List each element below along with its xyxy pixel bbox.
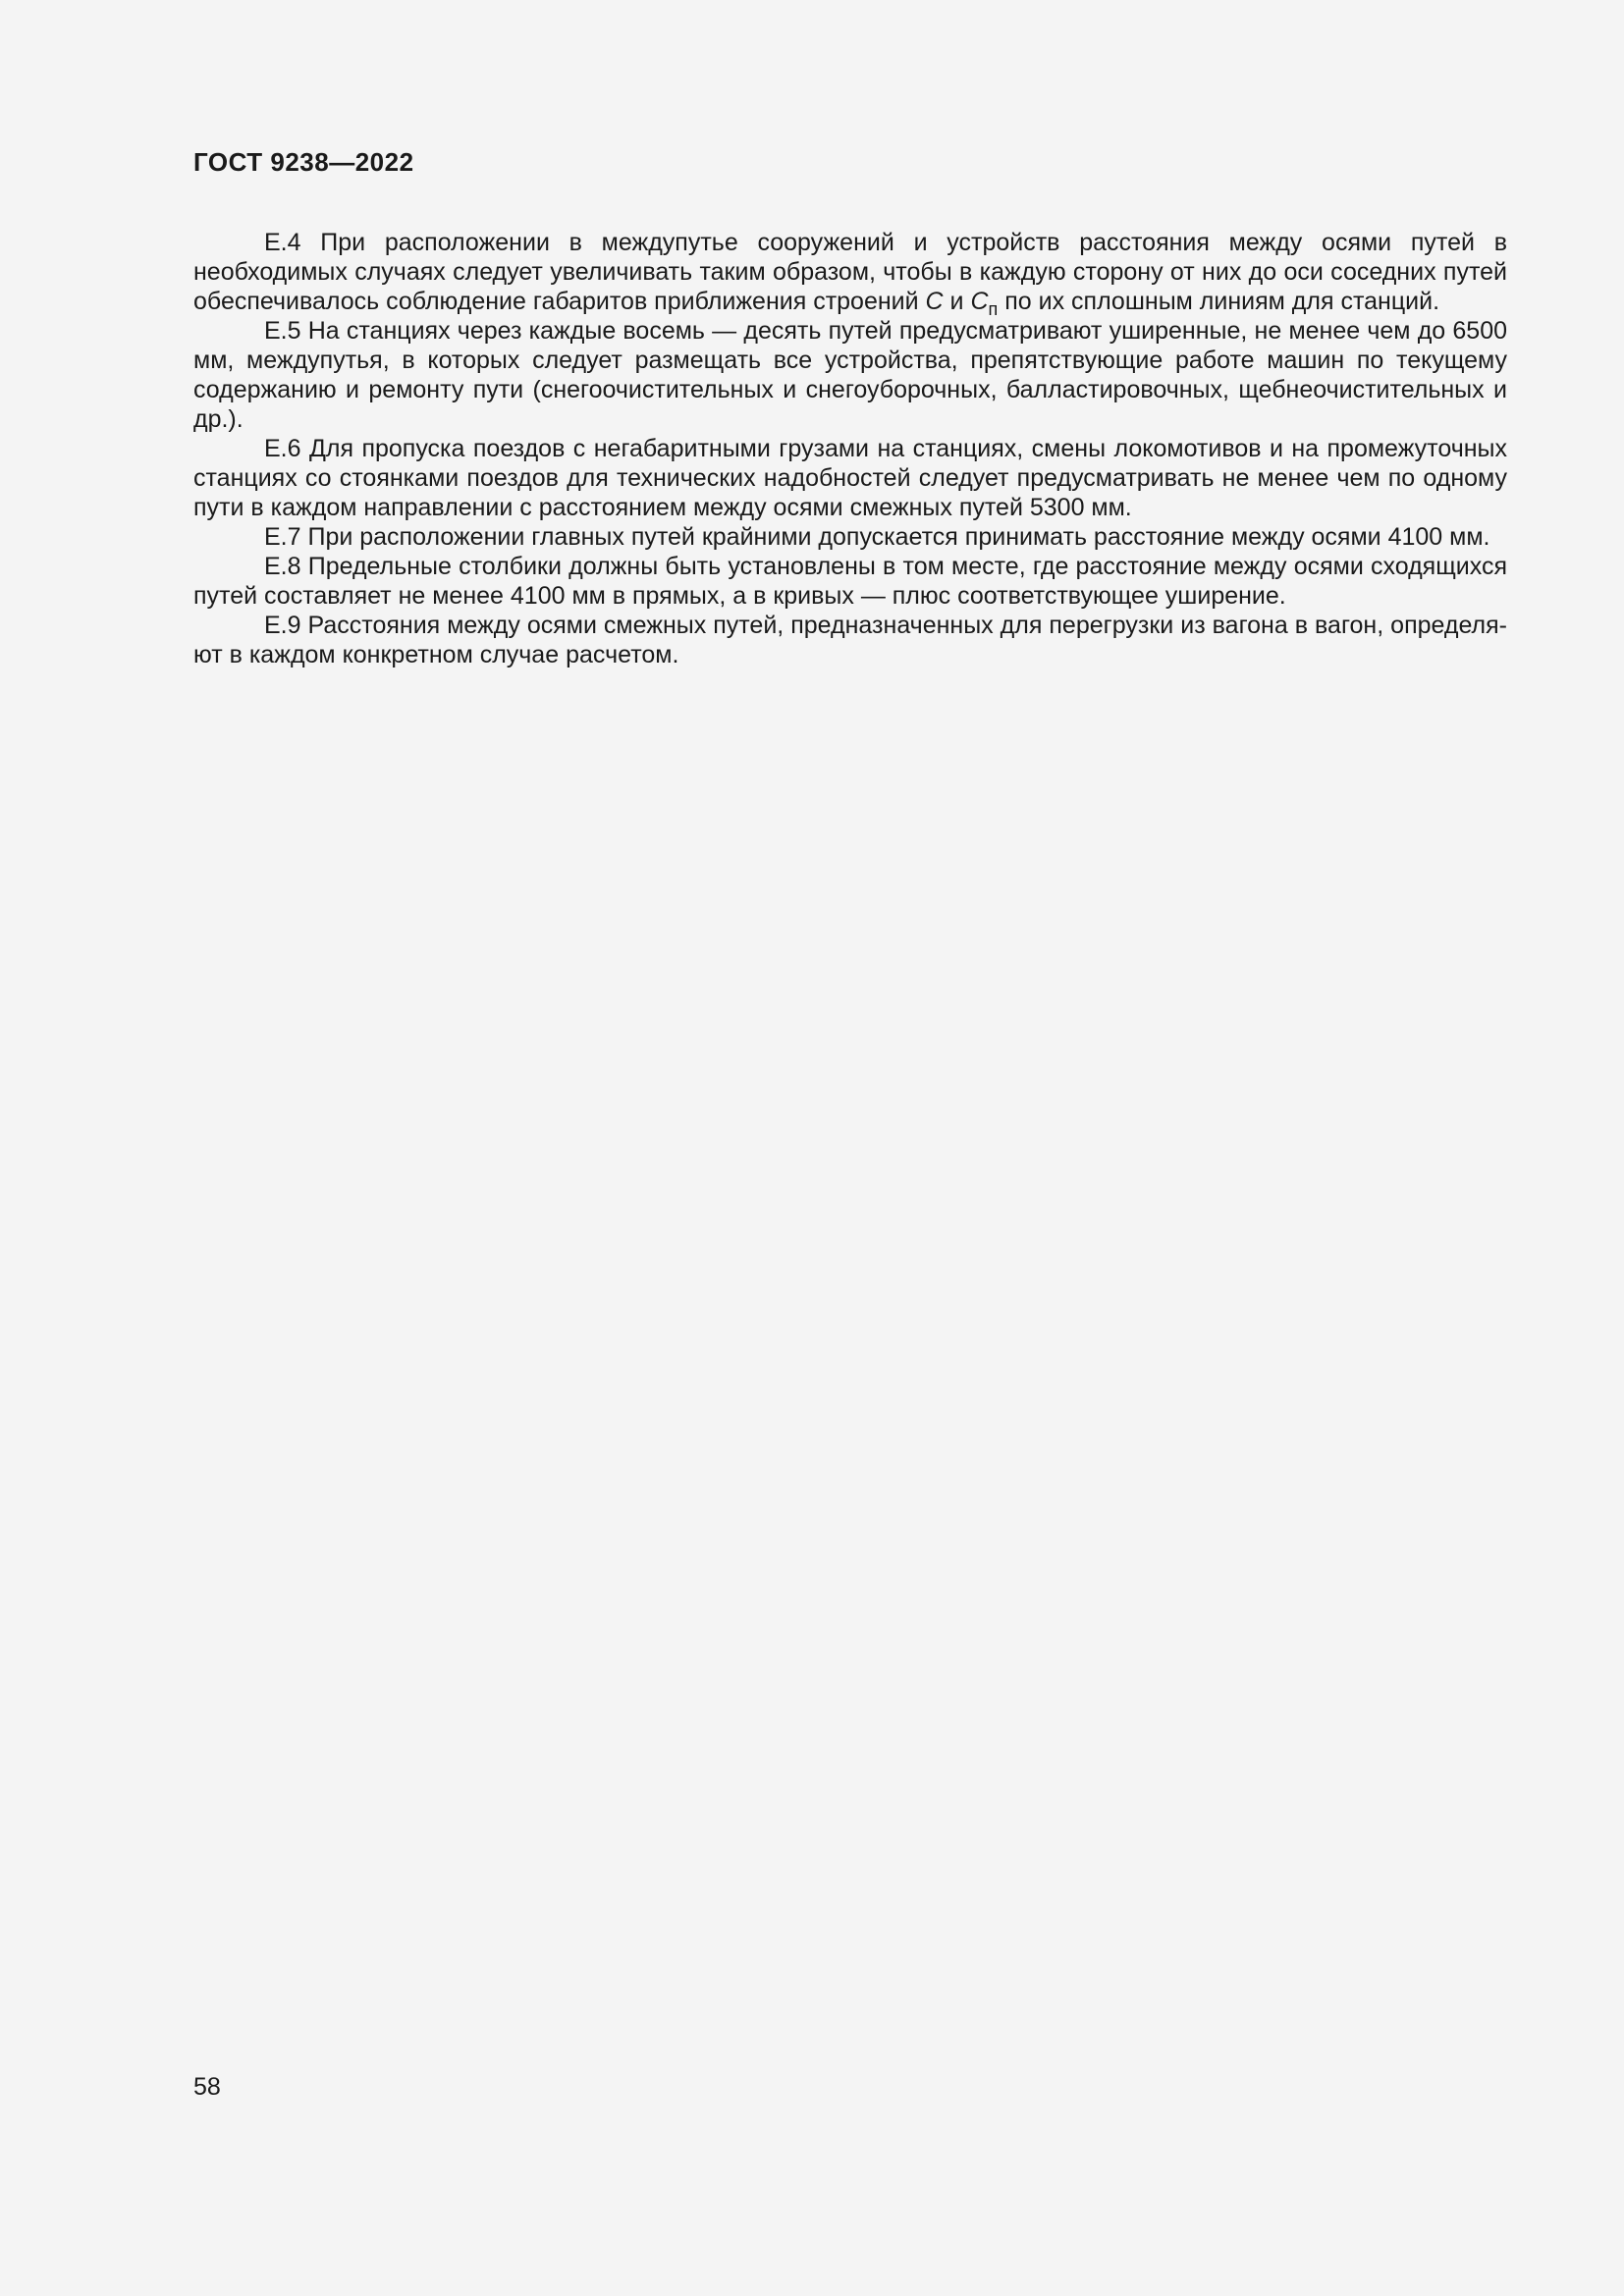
paragraph-e4-text: Е.4 При расположении в междупутье сооружений и устройств расстояния между осями путей в необходимых случаях следует увеличивать таким образом, чтобы в каждую сторону от них до оси соседних путей обеспечивалось соблюдение габаритов приближения строений: [193, 229, 1507, 315]
paragraph-e4-text-end: по их сплошным линиям для станций.: [998, 288, 1440, 315]
symbol-cp: С: [970, 288, 989, 315]
page-number: 58: [193, 2073, 221, 2101]
document-header: ГОСТ 9238—2022: [193, 147, 414, 177]
paragraph-e6: Е.6 Для пропуска поездов с негабаритными грузами на станциях, смены локомотивов и на промежуточных станциях со стоянками поездов для технических надобностей следует предусматривать не менее чем по одному пути в каждом направлении с расстоянием между осями смежных путей 5300 мм.: [193, 435, 1507, 521]
document-body: [193, 228, 1507, 669]
conjunction-and: и: [943, 288, 971, 315]
paragraph-e8: Е.8 Предельные столбики должны быть установлены в том месте, где расстояние между осями сходящихся путей составляет не менее 4100 мм в прямых, а в кривых — плюс соответствующее уширение.: [193, 553, 1507, 610]
paragraph-e4: [193, 228, 1507, 319]
symbol-c: С: [925, 288, 944, 315]
paragraph-e7: Е.7 При расположении главных путей крайними допускается принимать расстояние между осями 4100 мм.: [264, 523, 1490, 551]
paragraph-e5: Е.5 На станциях через каждые восемь — десять путей предусматривают уширенные, не менее чем до 6500 мм, междупутья, в которых следует размещать все устройства, препятствующие работе машин по текущему содержанию и ремонту пути (снегоочистительных и снегоуборочных, балластировочных, щебнеочистительных и др.).: [193, 317, 1507, 433]
symbol-cp-subscript: п: [988, 299, 999, 319]
paragraph-e9: Е.9 Расстояния между осями смежных путей, предназначенных для перегрузки из вагона в вагон, определяют в каждом конкретном случае расчетом.: [193, 612, 1507, 668]
